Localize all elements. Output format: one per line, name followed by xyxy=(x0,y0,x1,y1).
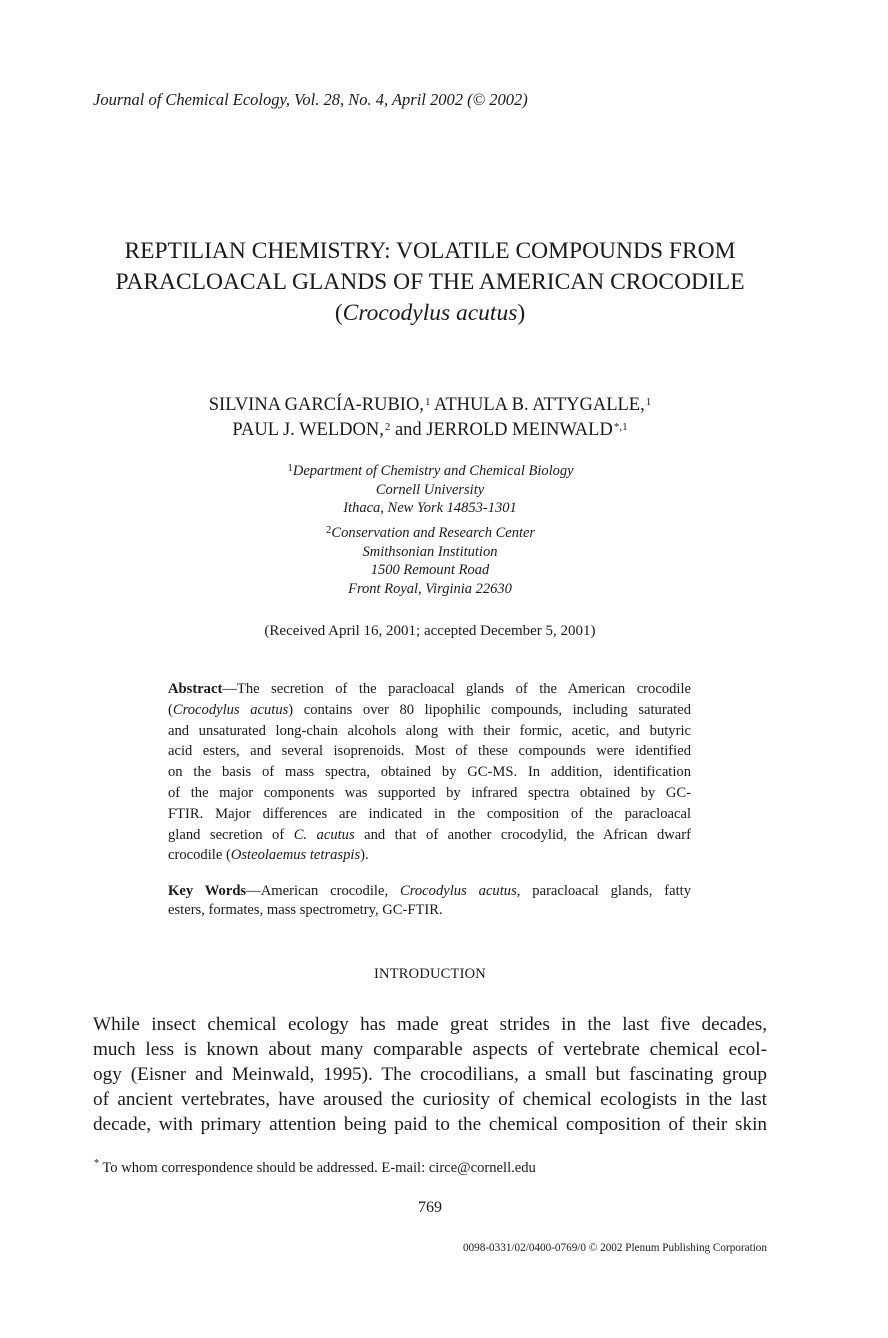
journal-citation: Journal of Chemical Ecology, Vol. 28, No. 4, April 2002 (© 2002) xyxy=(93,90,528,109)
title-species: Crocodylus acutus xyxy=(342,300,518,326)
body-line: much less is known about many comparable aspects of vertebrate chemical ecol- xyxy=(93,1039,767,1060)
body-line: decade, with primary attention being paid to the chemical composition of their skin xyxy=(93,1114,767,1135)
author-weldon: PAUL J. WELDON, xyxy=(232,420,384,440)
title-line-2: PARACLOACAL GLANDS OF THE AMERICAN CROCODILE xyxy=(115,269,745,295)
keywords-label: Key Words xyxy=(168,883,247,899)
author-attygalle: ATHULA B. ATTYGALLE, xyxy=(430,395,645,415)
author-meinwald: and JERROLD MEINWALD xyxy=(390,420,613,440)
abstract-label: Abstract xyxy=(168,681,223,697)
section-heading: INTRODUCTION xyxy=(374,966,486,982)
affiliation-2: $^2$Conservation and Research Center Smithsonian Institution 1500 Remount Road Front Royal, Virginia 22630 xyxy=(325,524,536,597)
body-line: While insect chemical ecology has made great strides in the last five decades, xyxy=(93,1014,767,1035)
author-garcia-rubio: SILVINA GARCÍA-RUBIO, xyxy=(208,395,424,415)
author-line-2: PAUL J. WELDON,$^2$ and JERROLD $MEINWALD^{*,1}$ xyxy=(232,420,628,440)
key-words: Key Words—American crocodile, Crocodylus acutus, paracloacal glands, fatty esters, formates, mass spectrometry, GC-FTIR. xyxy=(168,883,692,918)
title-line-1: REPTILIAN CHEMISTRY: VOLATILE COMPOUNDS FROM xyxy=(124,238,736,264)
article-title xyxy=(60,236,800,329)
body-line: of ancient vertebrates, have aroused the curiosity of chemical ecologists in the last xyxy=(93,1089,767,1110)
author-list xyxy=(60,393,800,443)
page-number: 769 xyxy=(418,1199,442,1216)
footnote: * To whom correspondence should be addressed. E-mail: circe@cornell.edu xyxy=(94,1158,536,1176)
abstract: Abstract—The secretion of the paracloacal glands of the American crocodile (Crocodylus acutus) contains over 80 lipophilic compounds, including saturated and unsaturated long-chain alcohols along with their formic, acetic, and butyric acid esters, and several isoprenoids. Most of these compounds were identified on the basis of mass spectra, obtained by GC-MS. In addition, identification of the major components was supported by infrared spectra obtained by GC- FTIR. Major differences are indicated in the composition of the paracloacal gland secretion of C. acutus and that of another crocodylid, the African dwarf crocodile (Osteolaemus tetraspis). xyxy=(168,681,691,864)
affiliation-1: $^1$Department of Chemistry and Chemical Biology Cornell University Ithaca, New York 14853-1301 xyxy=(287,462,574,516)
body-text xyxy=(93,1012,767,1137)
author-line-1: SILVINA GARCÍA-RUBIO,$^1$ ATHULA B. ATTYGALLE,$^1$ xyxy=(208,395,652,415)
title-line-3: (Crocodylus acutus) xyxy=(334,300,526,326)
received-dates: (Received April 16, 2001; accepted December 5, 2001) xyxy=(264,623,596,639)
copyright-line: 0098-0331/02/0400-0769/0 © 2002 Plenum Publishing Corporation xyxy=(462,1242,767,1254)
body-line: ogy (Eisner and Meinwald, 1995). The crocodilians, a small but fascinating group xyxy=(93,1064,767,1085)
